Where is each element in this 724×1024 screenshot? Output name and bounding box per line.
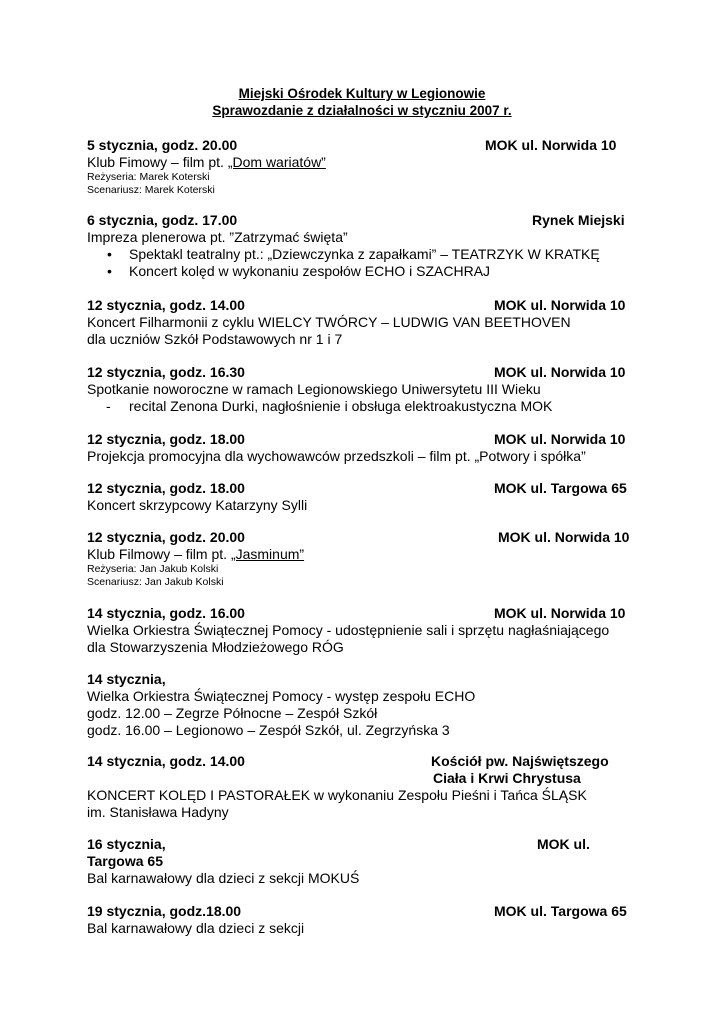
event-entry [87,297,647,348]
event-description: KONCERT KOLĘD I PASTORAŁEK w wykonaniu Zespołu Pieśni i Tańca ŚLĄSK [87,787,587,803]
event-location: MOK ul. Norwida 10 [485,137,617,153]
event-description-cont: im. Stanisława Hadyny [87,804,229,820]
event-location: MOK ul. Norwida 10 [494,364,626,380]
event-date: 19 stycznia, godz.18.00 [87,903,242,919]
event-date: 6 stycznia, godz. 17.00 [87,212,238,228]
film-writer: Scenariusz: Jan Jakub Kolski [87,576,224,588]
event-description: Bal karnawałowy dla dzieci z sekcji MOKUŚ [87,870,360,886]
document-subtitle: Sprawozdanie z działalności w styczniu 2007 r. [212,103,512,118]
event-date: 12 stycznia, godz. 14.00 [87,297,245,313]
event-date: 12 stycznia, godz. 18.00 [87,480,245,496]
event-location-cont: Targowa 65 [87,853,163,869]
event-description: Klub Filmowy – film pt. [87,546,231,562]
event-entry [87,364,647,415]
event-location: MOK ul. Norwida 10 [494,431,626,447]
event-date: 12 stycznia, godz. 16.30 [87,364,245,380]
event-entry [87,671,647,739]
event-description-cont: dla Stowarzyszenia Młodzieżowego RÓG [87,639,344,655]
event-entry [87,753,647,821]
event-description: Wielka Orkiestra Świątecznej Pomocy - występ zespołu ECHO [87,688,476,704]
event-location: MOK ul. Targowa 65 [494,903,627,919]
event-date: 12 stycznia, godz. 18.00 [87,431,245,447]
event-location-cont: Ciała i Krwi Chrystusa [433,770,581,786]
event-date: 14 stycznia, godz. 14.00 [87,753,245,769]
event-location: MOK ul. Norwida 10 [494,605,626,621]
event-description-cont: godz. 12.00 – Zegrze Północne – Zespół Szkół [87,705,378,721]
event-bullet: • Spektakl teatralny pt.: „Dziewczynka z zapałkami” – TEATRZYK W KRATKĘ [87,246,647,263]
event-entry [87,836,647,887]
film-director: Reżyseria: Marek Koterski [87,171,210,183]
film-title: „Dom wariatów” [227,154,326,170]
event-date: 14 stycznia, [87,671,166,687]
event-location: Kościół pw. Najświętszego [431,753,609,769]
film-title: „Jasminum” [230,546,305,562]
event-entry [87,431,647,465]
event-entry [87,903,647,937]
event-date: 16 stycznia, [87,836,166,852]
event-entry [87,605,647,656]
event-description: Klub Fimowy – film pt. [87,154,228,170]
event-location: MOK ul. Norwida 10 [498,529,630,545]
event-description-cont: dla uczniów Szkół Podstawowych nr 1 i 7 [87,331,343,347]
event-description: Impreza plenerowa pt. ”Zatrzymać święta” [87,229,348,245]
event-description-cont: godz. 16.00 – Legionowo – Zespół Szkół, ul. Zegrzyńska 3 [87,722,450,738]
event-location: MOK ul. Norwida 10 [494,297,626,313]
event-location: MOK ul. Targowa 65 [494,480,627,496]
event-description: Bal karnawałowy dla dzieci z sekcji [87,920,305,936]
film-writer: Scenariusz: Marek Koterski [87,184,215,196]
event-entry [87,480,647,514]
event-entry [87,212,647,280]
event-description: Projekcja promocyjna dla wychowawców przedszkoli – film pt. „Potwory i spółka” [87,448,586,464]
event-description: Wielka Orkiestra Świątecznej Pomocy - udostępnienie sali i sprzętu nagłaśniającego [87,622,610,638]
event-description: Spotkanie noworoczne w ramach Legionowskiego Uniwersytetu III Wieku [87,381,541,397]
event-description: Koncert skrzypcowy Katarzyny Sylli [87,497,308,513]
event-date: 5 stycznia, godz. 20.00 [87,137,238,153]
event-entry [87,137,647,197]
event-date: 14 stycznia, godz. 16.00 [87,605,245,621]
event-description: Koncert Filharmonii z cyklu WIELCY TWÓRCY – LUDWIG VAN BEETHOVEN [87,314,571,330]
document-title: Miejski Ośrodek Kultury w Legionowie [238,86,486,101]
event-dash-item: - recital Zenona Durki, nagłośnienie i obsługa elektroakustyczna MOK [87,398,647,415]
event-date: 12 stycznia, godz. 20.00 [87,529,245,545]
event-entry [87,529,647,589]
event-location: Rynek Miejski [532,212,625,228]
event-bullet: • Koncert kolęd w wykonaniu zespołów ECHO i SZACHRAJ [87,263,647,280]
film-director: Reżyseria: Jan Jakub Kolski [87,563,219,575]
event-location: MOK ul. [537,836,590,852]
